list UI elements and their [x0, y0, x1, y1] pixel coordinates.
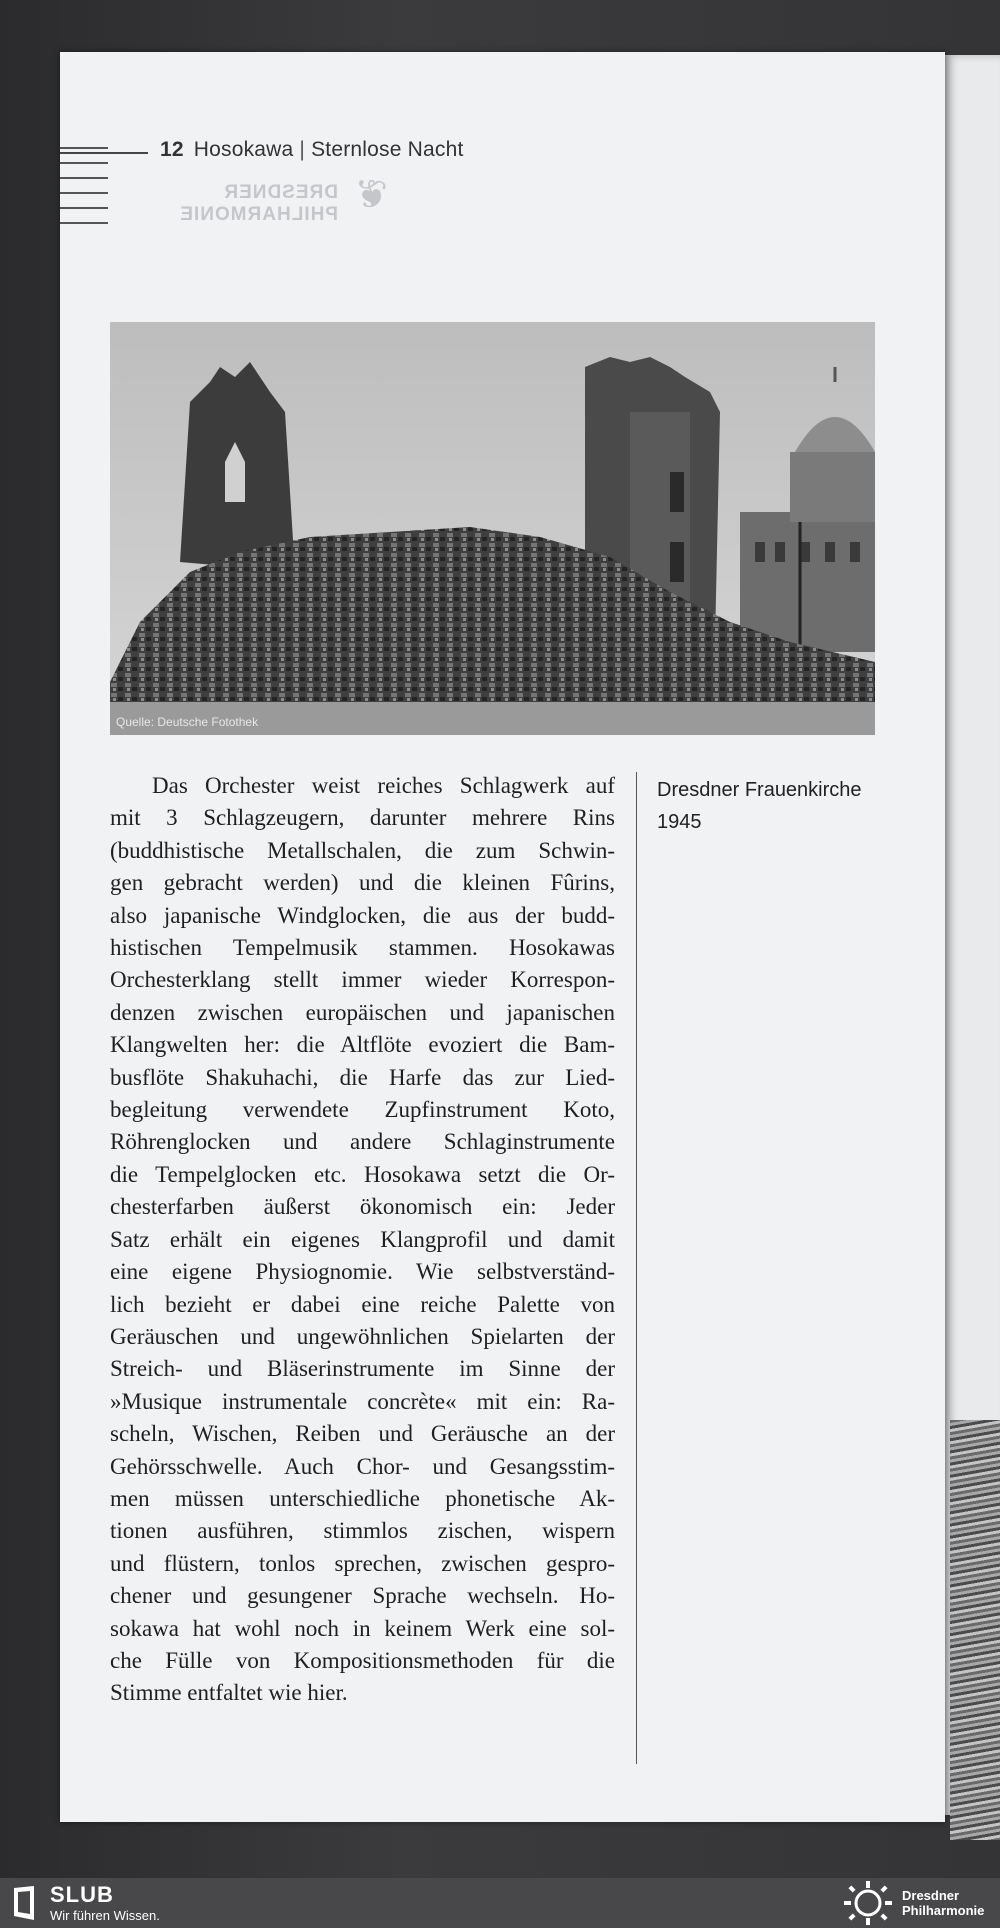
frauenkirche-photo [110, 322, 875, 735]
footer-bar [0, 1878, 1000, 1928]
running-head-author: Hosokawa [193, 138, 294, 161]
body-line: Klangwelten her: die Altflöte evoziert die Bam- [110, 1032, 615, 1058]
body-line: Streich- und Bläserinstrumente im Sinne der [110, 1356, 615, 1382]
ruin-illustration [110, 322, 875, 735]
body-line: histischen Tempelmusik stammen. Hosokawas [110, 935, 615, 961]
photo-caption [657, 774, 887, 838]
philharmonie-name-line2: Philharmonie [902, 1903, 985, 1918]
running-head [160, 138, 464, 162]
body-line: chesterfarben äußerst ökonomisch ein: Jeder [110, 1194, 615, 1220]
body-line: denzen zwischen europäischen und japanischen [110, 999, 615, 1025]
caption-title: Dresdner Frauenkirche [657, 779, 862, 801]
bleed-through-logo-line2: PHILHARMONIE [179, 204, 338, 225]
next-page-edge [945, 55, 1000, 1815]
body-line: Satz erhält ein eigenes Klangprofil und damit [110, 1226, 615, 1252]
body-text [110, 770, 615, 1710]
caption-year: 1945 [657, 811, 702, 833]
body-line: scheln, Wischen, Reiben und Geräusche an der [110, 1421, 615, 1447]
body-line: sokawa hat wohl noch in keinem Werk eine sol- [110, 1615, 615, 1641]
slub-tagline: Wir führen Wissen. [50, 1908, 160, 1923]
bleed-through-logo [158, 173, 388, 232]
body-line: »Musique instrumentale concrète« mit ein: Ra- [110, 1388, 615, 1414]
page-number: 12 [160, 138, 184, 161]
bleed-through-logo-text [179, 182, 338, 226]
body-line: Geräuschen und ungewöhnlichen Spielarten der [110, 1323, 615, 1349]
slub-logo-icon [12, 1886, 36, 1920]
body-line: che Fülle von Kompositionsmethoden für die [110, 1647, 615, 1673]
body-line: tionen ausführen, stimmlos zischen, wispern [110, 1518, 615, 1544]
document-page [60, 52, 945, 1822]
running-head-separator: | [299, 138, 306, 161]
body-line: lich bezieht er dabei eine reiche Palette von [110, 1291, 615, 1317]
body-line: chener und gesungener Sprache wechseln. Ho- [110, 1583, 615, 1609]
philharmonie-logo-icon: ❦ [353, 173, 388, 217]
body-line: gen gebracht werden) und die kleinen Fûrins, [110, 870, 615, 896]
photo-credit: Quelle: Deutsche Fotothek [116, 715, 259, 729]
body-line: also japanische Windglocken, die aus der budd- [110, 902, 615, 928]
body-line: men müssen unterschiedliche phonetische Ak- [110, 1485, 615, 1511]
body-line: mit 3 Schlagzeugern, darunter mehrere Rins [110, 805, 615, 831]
body-line: (buddhistische Metallschalen, die zum Schwin- [110, 837, 615, 863]
bleed-through-logo-line1: DRESDNER [223, 182, 338, 203]
body-line: Orchesterklang stellt immer wieder Korrespon- [110, 967, 615, 993]
column-rule [636, 772, 637, 1764]
header-rule [60, 152, 148, 154]
body-line: und flüstern, tonlos sprechen, zwischen gespro- [110, 1550, 615, 1576]
philharmonie-name[interactable] [902, 1888, 984, 1918]
body-line: busflöte Shakuhachi, die Harfe das zur Lied- [110, 1064, 615, 1090]
body-line: die Tempelglocken etc. Hosokawa setzt die Or- [110, 1161, 615, 1187]
body-line: Gehörsschwelle. Auch Chor- und Gesangsstim- [110, 1453, 615, 1479]
body-line: Das Orchester weist reiches Schlagwerk auf [152, 773, 615, 798]
next-page-photo-strip [950, 1420, 1000, 1840]
running-head-title: Sternlose Nacht [311, 138, 464, 161]
body-line: Röhrenglocken und andere Schlaginstrumente [110, 1129, 615, 1155]
body-line: eine eigene Physiognomie. Wie selbstverständ- [110, 1259, 615, 1285]
philharmonie-logo-icon [842, 1881, 894, 1925]
body-line: begleitung verwendete Zupfinstrument Koto, [110, 1097, 615, 1123]
slub-name[interactable]: SLUB [50, 1882, 114, 1907]
philharmonie-name-line1: Dresdner [902, 1888, 960, 1903]
body-line: Stimme entfaltet wie hier. [110, 1680, 348, 1706]
